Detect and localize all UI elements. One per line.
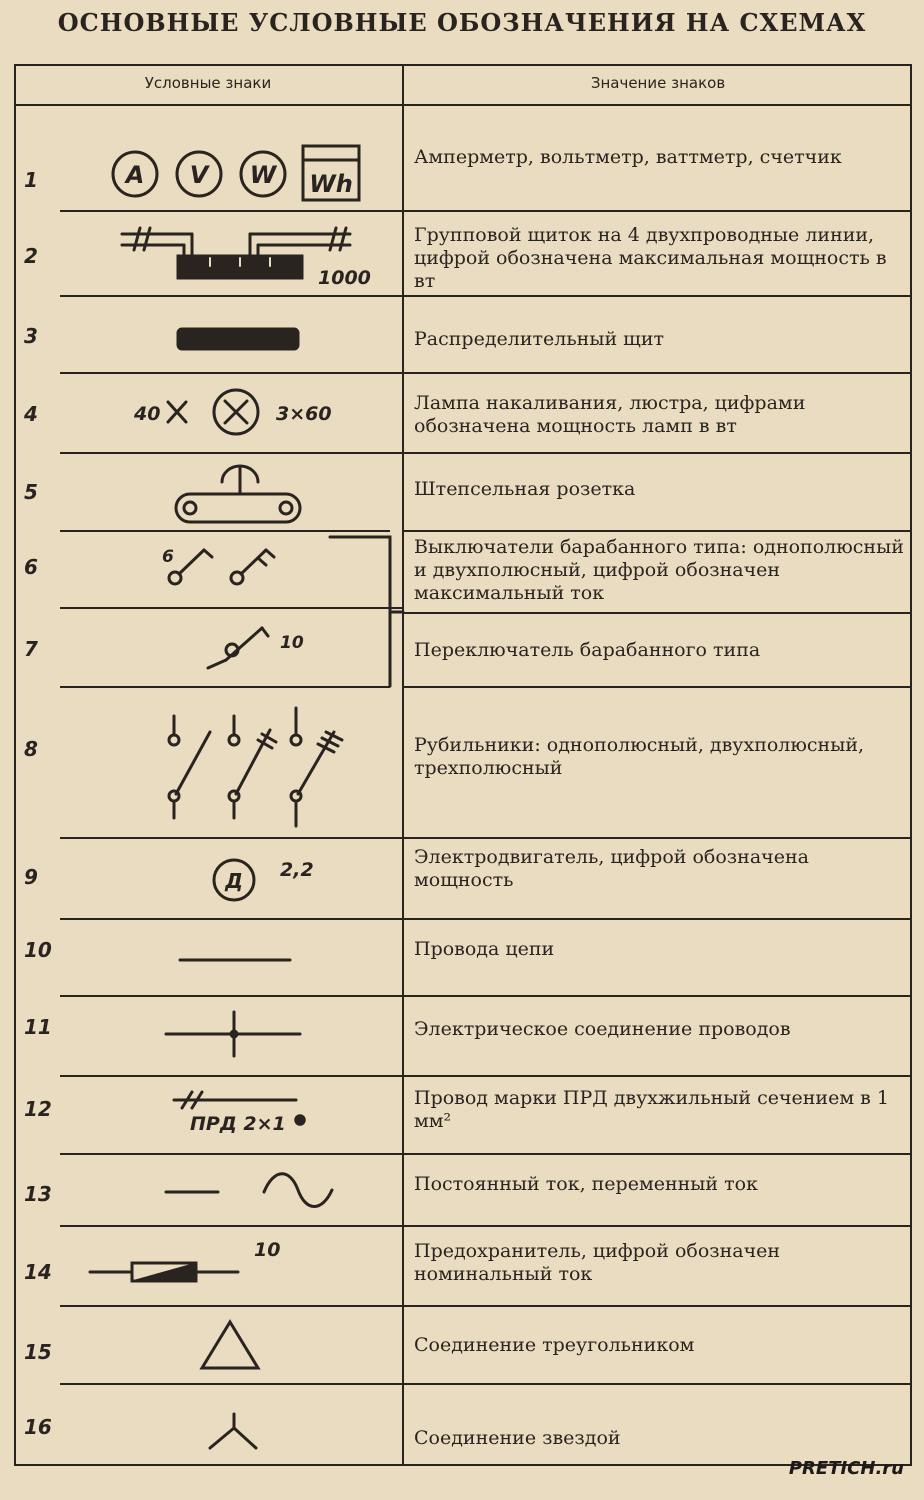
row-number: 3 <box>24 324 38 348</box>
row-description: Переключатель барабанного типа <box>414 639 761 661</box>
motor-icon <box>214 859 314 900</box>
row-description: Электродвигатель, цифрой обозначена мощность <box>414 846 809 891</box>
panel-power-label: 1000 <box>318 267 371 289</box>
row-description: Провод марки ПРД двухжильный сечением в 1 мм² <box>414 1087 889 1132</box>
knife-switch-2pole-icon <box>229 716 276 818</box>
lamp-icon <box>133 402 186 425</box>
star-connection-icon <box>210 1414 256 1448</box>
row-number: 7 <box>24 637 38 661</box>
row-description: Предохранитель, цифрой обозначен номинальный ток <box>414 1240 781 1285</box>
row-description: Выключатели барабанного типа: однополюсный и двухполюсный, цифрой обозначен максимальный ток <box>414 536 904 604</box>
motor-power-label: 2,2 <box>280 859 314 881</box>
wattmeter-icon <box>241 152 285 196</box>
switch-current-label: 6 <box>162 547 174 567</box>
lamp-power-label: 40 <box>134 403 161 425</box>
motor-label: Д <box>225 869 243 893</box>
row-description: Штепсельная розетка <box>414 478 636 500</box>
row-number: 14 <box>24 1260 52 1284</box>
row-number: 9 <box>24 865 38 889</box>
chandelier-icon <box>214 390 332 434</box>
voltmeter-label: V <box>189 161 209 189</box>
wire-mark-label: ПРД 2×1 <box>190 1113 286 1135</box>
double-pole-switch-icon <box>231 550 274 584</box>
wattmeter-label: W <box>249 161 277 189</box>
fuse-icon <box>90 1239 280 1281</box>
row-number: 15 <box>24 1340 52 1364</box>
voltmeter-icon <box>177 152 221 196</box>
column-header-symbols: Условные знаки <box>144 74 272 92</box>
row-number: 8 <box>24 737 38 761</box>
column-header-meaning: Значение знаков <box>590 74 726 92</box>
row-description: Лампа накаливания, люстра, цифрами обозначена мощность ламп в вт <box>414 392 806 437</box>
single-pole-switch-icon <box>162 547 212 584</box>
switch-bracket <box>330 537 390 686</box>
chandelier-power-label: 3×60 <box>276 403 332 425</box>
row-number: 1 <box>24 168 38 192</box>
row-description: Амперметр, вольтметр, ваттметр, счетчик <box>414 146 842 168</box>
row-number: 2 <box>24 244 38 268</box>
row-description: Групповой щиток на 4 двухпроводные линии, цифрой обозначена максимальная мощность в вт <box>414 224 887 292</box>
row-number: 4 <box>24 402 38 426</box>
row-description: Постоянный ток, переменный ток <box>414 1173 758 1195</box>
prd-wire-icon <box>174 1092 305 1135</box>
delta-connection-icon <box>202 1322 258 1368</box>
row-description: Соединение треугольником <box>414 1334 695 1356</box>
row-number: 5 <box>24 480 38 504</box>
ammeter-label: A <box>125 161 145 189</box>
page-title: ОСНОВНЫЕ УСЛОВНЫЕ ОБОЗНАЧЕНИЯ НА СХЕМАХ <box>57 8 867 37</box>
row-description: Электрическое соединение проводов <box>414 1018 791 1040</box>
knife-switch-3pole-icon <box>291 708 342 826</box>
row-description: Рубильники: однополюсный, двухполюсный, трехполюсный <box>414 734 865 779</box>
row-number: 12 <box>24 1097 52 1121</box>
changeover-switch-icon <box>208 628 304 668</box>
row-number: 11 <box>24 1015 52 1039</box>
row-number: 6 <box>24 555 38 579</box>
row-number: 10 <box>24 938 52 962</box>
changeover-current-label: 10 <box>280 633 304 653</box>
row-number: 13 <box>24 1182 52 1206</box>
energy-meter-icon <box>303 146 359 200</box>
row-description: Провода цепи <box>414 938 555 960</box>
knife-switch-1pole-icon <box>169 716 210 818</box>
site-watermark: PRETICH.ru <box>788 1458 904 1479</box>
row-description: Распределительный щит <box>414 328 664 350</box>
energy-meter-label: Wh <box>309 170 353 198</box>
fuse-current-label: 10 <box>254 1239 281 1261</box>
ac-current-icon <box>264 1174 332 1207</box>
ammeter-icon <box>113 152 157 196</box>
wire-junction-icon <box>166 1012 300 1056</box>
distribution-board-icon <box>178 329 298 349</box>
group-panel-icon <box>122 228 371 289</box>
row-number: 16 <box>24 1415 52 1439</box>
socket-icon <box>176 466 300 522</box>
row-description: Соединение звездой <box>414 1427 621 1449</box>
